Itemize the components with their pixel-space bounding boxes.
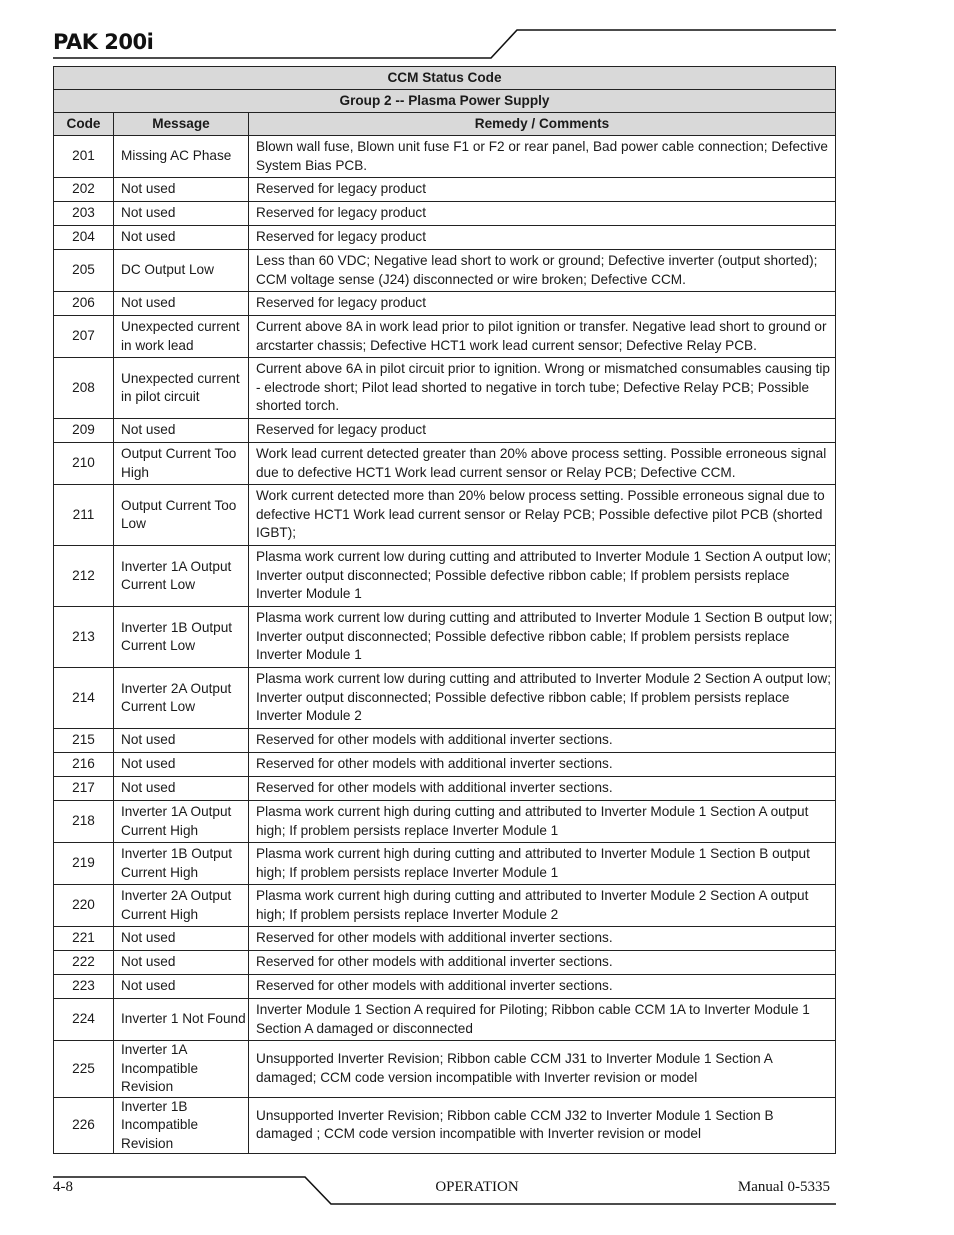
cell-code: 223 xyxy=(54,975,114,999)
cell-code: 222 xyxy=(54,951,114,975)
cell-message: Output Current Too High xyxy=(114,443,249,485)
cell-code: 212 xyxy=(54,546,114,607)
cell-remedy: Less than 60 VDC; Negative lead short to work or ground; Defective inverter (output shorted); CCM voltage sense (J24) disconnected or wire broken; Defective CCM. xyxy=(249,250,836,292)
cell-message: Inverter 2A Output Current High xyxy=(114,885,249,927)
header-rule xyxy=(53,30,836,58)
cell-remedy: Plasma work current high during cutting and attributed to Inverter Module 2 Section A output high; If problem persists replace Inverter Module 2 xyxy=(249,885,836,927)
cell-code: 219 xyxy=(54,843,114,885)
cell-remedy: Reserved for legacy product xyxy=(249,202,836,226)
table-row xyxy=(54,546,836,607)
cell-remedy: Plasma work current low during cutting and attributed to Inverter Module 1 Section A output low; Inverter output disconnected; Possible defective ribbon cable; If problem persists replace Inverter Module 1 xyxy=(249,546,836,607)
table-row xyxy=(54,250,836,292)
cell-code: 220 xyxy=(54,885,114,927)
cell-remedy: Reserved for legacy product xyxy=(249,419,836,443)
cell-message: Inverter 1 Not Found xyxy=(114,999,249,1041)
cell-code: 221 xyxy=(54,927,114,951)
cell-code: 210 xyxy=(54,443,114,485)
cell-remedy: Work current detected more than 20% below process setting. Possible erroneous signal due to defective HCT1 Work lead current sensor or Relay PCB; Possible defective pilot PCB (shorted IGBT); xyxy=(249,485,836,546)
table-row xyxy=(54,178,836,202)
cell-code: 225 xyxy=(54,1041,114,1098)
cell-remedy: Work lead current detected greater than 20% above process setting. Possible erroneous signal due to defective HCT1 Work lead current sensor or Relay PCB; Defective CCM. xyxy=(249,443,836,485)
table-row xyxy=(54,729,836,753)
cell-message: Not used xyxy=(114,226,249,250)
table-row xyxy=(54,1097,836,1154)
cell-remedy: Plasma work current low during cutting and attributed to Inverter Module 2 Section A output low; Inverter output disconnected; Possible defective ribbon cable; If problem persists replace Inverter Module 2 xyxy=(249,668,836,729)
table-row xyxy=(54,801,836,843)
cell-message: Not used xyxy=(114,975,249,999)
table-row xyxy=(54,999,836,1041)
table-row xyxy=(54,607,836,668)
cell-remedy: Reserved for other models with additional inverter sections. xyxy=(249,753,836,777)
table-row xyxy=(54,668,836,729)
table-row xyxy=(54,1041,836,1098)
cell-remedy: Reserved for other models with additional inverter sections. xyxy=(249,927,836,951)
cell-message: Inverter 1A Output Current Low xyxy=(114,546,249,607)
column-header-message: Message xyxy=(114,113,249,136)
footer-section: OPERATION xyxy=(435,1179,519,1195)
cell-code: 202 xyxy=(54,178,114,202)
table-row xyxy=(54,975,836,999)
table-row xyxy=(54,927,836,951)
cell-code: 206 xyxy=(54,292,114,316)
table-row xyxy=(54,843,836,885)
cell-remedy: Plasma work current low during cutting and attributed to Inverter Module 1 Section B output low; Inverter output disconnected; Possible defective ribbon cable; If problem persists replace Inverter Module 1 xyxy=(249,607,836,668)
cell-message: Inverter 1B Incompatible Revision xyxy=(114,1097,249,1154)
cell-message: Inverter 1B Output Current Low xyxy=(114,607,249,668)
table-row xyxy=(54,485,836,546)
table-row xyxy=(54,136,836,178)
cell-code: 208 xyxy=(54,358,114,419)
cell-remedy: Current above 6A in pilot circuit prior to ignition. Wrong or mismatched consumables causing tip - electrode short; Pilot lead shorted to negative in torch tube; Defective Relay PCB; Possible shorted torch. xyxy=(249,358,836,419)
cell-remedy: Blown wall fuse, Blown unit fuse F1 or F2 or rear panel, Bad power cable connection; Defective System Bias PCB. xyxy=(249,136,836,178)
cell-message: Inverter 2A Output Current Low xyxy=(114,668,249,729)
cell-message: DC Output Low xyxy=(114,250,249,292)
cell-remedy: Reserved for other models with additional inverter sections. xyxy=(249,777,836,801)
cell-message: Not used xyxy=(114,729,249,753)
table-row xyxy=(54,316,836,358)
table-group-header: Group 2 -- Plasma Power Supply xyxy=(54,90,836,113)
cell-code: 224 xyxy=(54,999,114,1041)
cell-message: Inverter 1A Incompatible Revision xyxy=(114,1041,249,1098)
cell-remedy: Reserved for legacy product xyxy=(249,226,836,250)
cell-message: Not used xyxy=(114,202,249,226)
cell-code: 217 xyxy=(54,777,114,801)
cell-code: 214 xyxy=(54,668,114,729)
table-row xyxy=(54,753,836,777)
cell-code: 207 xyxy=(54,316,114,358)
cell-remedy: Reserved for legacy product xyxy=(249,178,836,202)
table-row xyxy=(54,443,836,485)
cell-code: 201 xyxy=(54,136,114,178)
column-header-remedy: Remedy / Comments xyxy=(249,113,836,136)
cell-message: Not used xyxy=(114,951,249,975)
cell-remedy: Reserved for other models with additional inverter sections. xyxy=(249,975,836,999)
cell-remedy: Plasma work current high during cutting and attributed to Inverter Module 1 Section A output high; If problem persists replace Inverter Module 1 xyxy=(249,801,836,843)
cell-message: Unexpected current in work lead xyxy=(114,316,249,358)
footer-page-number: 4-8 xyxy=(53,1179,73,1195)
table-row xyxy=(54,226,836,250)
cell-message: Not used xyxy=(114,419,249,443)
cell-message: Inverter 1B Output Current High xyxy=(114,843,249,885)
cell-message: Output Current Too Low xyxy=(114,485,249,546)
cell-code: 204 xyxy=(54,226,114,250)
cell-code: 226 xyxy=(54,1097,114,1154)
cell-message: Inverter 1A Output Current High xyxy=(114,801,249,843)
table-row xyxy=(54,777,836,801)
cell-message: Not used xyxy=(114,753,249,777)
cell-code: 203 xyxy=(54,202,114,226)
cell-remedy: Reserved for other models with additional inverter sections. xyxy=(249,729,836,753)
cell-message: Not used xyxy=(114,927,249,951)
table-row xyxy=(54,292,836,316)
table-row xyxy=(54,951,836,975)
cell-remedy: Inverter Module 1 Section A required for Piloting; Ribbon cable CCM 1A to Inverter Module 1 Section A damaged or disconnected xyxy=(249,999,836,1041)
cell-remedy: Reserved for other models with additional inverter sections. xyxy=(249,951,836,975)
cell-code: 216 xyxy=(54,753,114,777)
cell-code: 213 xyxy=(54,607,114,668)
table-row xyxy=(54,885,836,927)
column-header-code: Code xyxy=(54,113,114,136)
ccm-status-code-table xyxy=(53,66,836,1154)
page-title: PAK 200i xyxy=(53,30,154,54)
cell-remedy: Plasma work current high during cutting and attributed to Inverter Module 1 Section B output high; If problem persists replace Inverter Module 1 xyxy=(249,843,836,885)
cell-code: 211 xyxy=(54,485,114,546)
cell-message: Unexpected current in pilot circuit xyxy=(114,358,249,419)
table-row xyxy=(54,202,836,226)
cell-code: 205 xyxy=(54,250,114,292)
cell-remedy: Reserved for legacy product xyxy=(249,292,836,316)
cell-code: 209 xyxy=(54,419,114,443)
cell-message: Not used xyxy=(114,292,249,316)
cell-remedy: Unsupported Inverter Revision; Ribbon cable CCM J31 to Inverter Module 1 Section A damaged; CCM code version incompatible with Inverter revision or model xyxy=(249,1041,836,1098)
cell-code: 218 xyxy=(54,801,114,843)
cell-remedy: Unsupported Inverter Revision; Ribbon cable CCM J32 to Inverter Module 1 Section B damaged ; CCM code version incompatible with Inverter revision or model xyxy=(249,1097,836,1154)
cell-remedy: Current above 8A in work lead prior to pilot ignition or transfer. Negative lead short to ground or arcstarter chassis; Defective HCT1 work lead current sensor; Defective Relay PCB. xyxy=(249,316,836,358)
table-row xyxy=(54,358,836,419)
cell-message: Missing AC Phase xyxy=(114,136,249,178)
cell-message: Not used xyxy=(114,777,249,801)
table-title: CCM Status Code xyxy=(54,67,836,90)
table-row xyxy=(54,419,836,443)
cell-message: Not used xyxy=(114,178,249,202)
footer-manual-number: Manual 0-5335 xyxy=(737,1179,830,1195)
cell-code: 215 xyxy=(54,729,114,753)
